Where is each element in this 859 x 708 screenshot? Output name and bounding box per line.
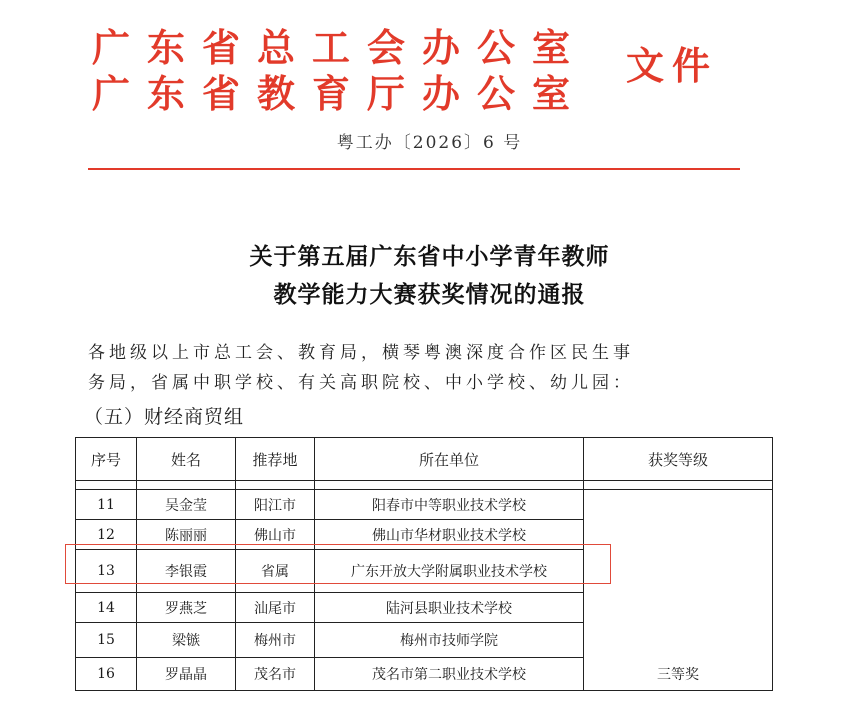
header-award: 获奖等级 [584,438,773,481]
gap-cell [315,481,584,490]
cell-award [584,490,773,691]
table-header-row [76,438,773,481]
red-divider [88,168,740,170]
cell-no: 14 [76,593,137,623]
gap-cell [236,481,315,490]
cell-name: 罗晶晶 [137,658,236,691]
cell-name: 吴金莹 [137,490,236,520]
header-unit: 所在单位 [315,438,584,481]
cell-unit: 陆河县职业技术学校 [315,593,584,623]
gap-cell [137,481,236,490]
cell-unit: 茂名市第二职业技术学校 [315,658,584,691]
cell-unit: 佛山市华材职业技术学校 [315,520,584,550]
highlight-box [65,544,611,584]
issuer-line-1: 广东省总工会办公室 [92,26,588,70]
table-row [76,490,773,520]
document-number: 粤工办〔2026〕6 号 [336,133,523,153]
cell-region: 汕尾市 [236,593,315,623]
document-word: 文件 [626,44,719,88]
cell-no: 11 [76,490,137,520]
cell-unit: 梅州市技师学院 [315,623,584,658]
table-gap [76,481,773,490]
cell-region: 梅州市 [236,623,315,658]
cell-region: 阳江市 [236,490,315,520]
header-region: 推荐地 [236,438,315,481]
award-label: 三等奖 [657,667,699,683]
cell-no: 13 [76,550,137,593]
addressee-line-2: 务局，省属中职学校、有关高职院校、中小学校、幼儿园： [88,373,634,393]
cell-region: 茂名市 [236,658,315,691]
addressee-line-1: 各地级以上市总工会、教育局，横琴粤澳深度合作区民生事 [88,343,634,363]
title-line-1: 关于第五届广东省中小学青年教师 [249,244,610,270]
cell-name: 罗燕芝 [137,593,236,623]
cell-name: 梁镞 [137,623,236,658]
gap-cell [76,481,137,490]
cell-region: 省属 [236,550,315,593]
cell-no: 16 [76,658,137,691]
header-no: 序号 [76,438,137,481]
group-heading: （五）财经商贸组 [84,406,245,428]
cell-unit: 广东开放大学附属职业技术学校 [315,550,584,593]
issuer-line-2: 广东省教育厅办公室 [92,72,588,116]
header-name: 姓名 [137,438,236,481]
cell-name: 李银霞 [137,550,236,593]
cell-name: 陈丽丽 [137,520,236,550]
gap-cell [584,481,773,490]
cell-unit: 阳春市中等职业技术学校 [315,490,584,520]
cell-region: 佛山市 [236,520,315,550]
cell-no: 15 [76,623,137,658]
cell-no: 12 [76,520,137,550]
title-line-2: 教学能力大赛获奖情况的通报 [273,282,586,308]
